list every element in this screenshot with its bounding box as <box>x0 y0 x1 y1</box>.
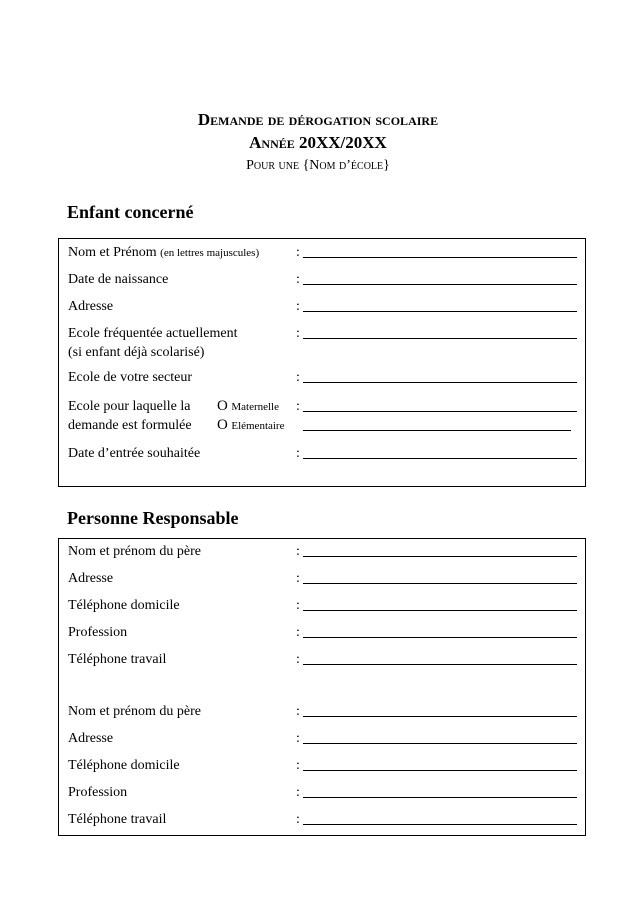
field-row-requested-school <box>68 397 583 435</box>
colon: : <box>296 812 300 827</box>
current-school-input-line[interactable] <box>303 338 577 339</box>
colon: : <box>296 785 300 800</box>
field-label: Date de naissance <box>68 272 169 287</box>
field-label: Ecole fréquentée actuellement <box>68 326 238 341</box>
field-label: Adresse <box>68 299 114 314</box>
form-title: Demande de dérogation scolaire <box>197 110 439 129</box>
field-hint: (si enfant déjà scolarisé) <box>68 345 205 360</box>
field-label: Ecole de votre secteur <box>68 370 192 385</box>
colon: : <box>296 370 300 385</box>
colon: : <box>296 758 300 773</box>
father-name-input-line[interactable] <box>303 556 577 557</box>
section-title-responsible: Personne Responsable <box>67 508 239 528</box>
field-label: Nom et Prénom (en lettres majuscules) <box>68 245 260 260</box>
maternelle-input-line[interactable] <box>303 411 577 412</box>
field-label: Ecole pour laquelle la <box>68 399 191 414</box>
colon: : <box>296 399 300 414</box>
colon: : <box>296 326 300 341</box>
field-label: Téléphone travail <box>68 812 167 827</box>
colon: : <box>296 598 300 613</box>
field-label: Profession <box>68 625 128 640</box>
colon: : <box>296 272 300 287</box>
colon: : <box>296 245 300 260</box>
profession-input-line[interactable] <box>303 797 577 798</box>
birthdate-input-line[interactable] <box>303 284 577 285</box>
child-info-box <box>58 238 586 487</box>
profession-input-line[interactable] <box>303 637 577 638</box>
address-input-line[interactable] <box>303 743 577 744</box>
option-maternelle[interactable]: O Maternelle <box>217 398 279 414</box>
field-row-current-school <box>68 324 583 362</box>
field-label: Profession <box>68 785 128 800</box>
field-label: Téléphone domicile <box>68 598 180 613</box>
father-name-input-line[interactable] <box>303 716 577 717</box>
home-phone-input-line[interactable] <box>303 610 577 611</box>
field-label: Téléphone domicile <box>68 758 180 773</box>
colon: : <box>296 731 300 746</box>
school-year: Année 20XX/20XX <box>249 133 387 152</box>
entry-date-input-line[interactable] <box>303 458 577 459</box>
colon: : <box>296 571 300 586</box>
field-label: Nom et prénom du père <box>68 704 201 719</box>
elementaire-input-line[interactable] <box>303 430 571 431</box>
home-phone-input-line[interactable] <box>303 770 577 771</box>
section-title-child: Enfant concerné <box>67 202 194 222</box>
colon: : <box>296 652 300 667</box>
school-name: Pour une {Nom d’école} <box>246 158 390 173</box>
field-label: Date d’entrée souhaitée <box>68 446 201 461</box>
work-phone-input-line[interactable] <box>303 664 577 665</box>
responsible-info-box <box>58 538 586 836</box>
field-label: Nom et prénom du père <box>68 544 201 559</box>
colon: : <box>296 625 300 640</box>
field-label: demande est formulée <box>68 418 192 433</box>
address-input-line[interactable] <box>303 311 577 312</box>
name-input-line[interactable] <box>303 257 577 258</box>
sector-school-input-line[interactable] <box>303 382 577 383</box>
field-label: Adresse <box>68 731 114 746</box>
field-label: Adresse <box>68 571 114 586</box>
colon: : <box>296 299 300 314</box>
colon: : <box>296 446 300 461</box>
colon: : <box>296 544 300 559</box>
work-phone-input-line[interactable] <box>303 824 577 825</box>
field-label: Téléphone travail <box>68 652 167 667</box>
address-input-line[interactable] <box>303 583 577 584</box>
option-elementaire[interactable]: O Elémentaire <box>217 417 285 433</box>
colon: : <box>296 704 300 719</box>
